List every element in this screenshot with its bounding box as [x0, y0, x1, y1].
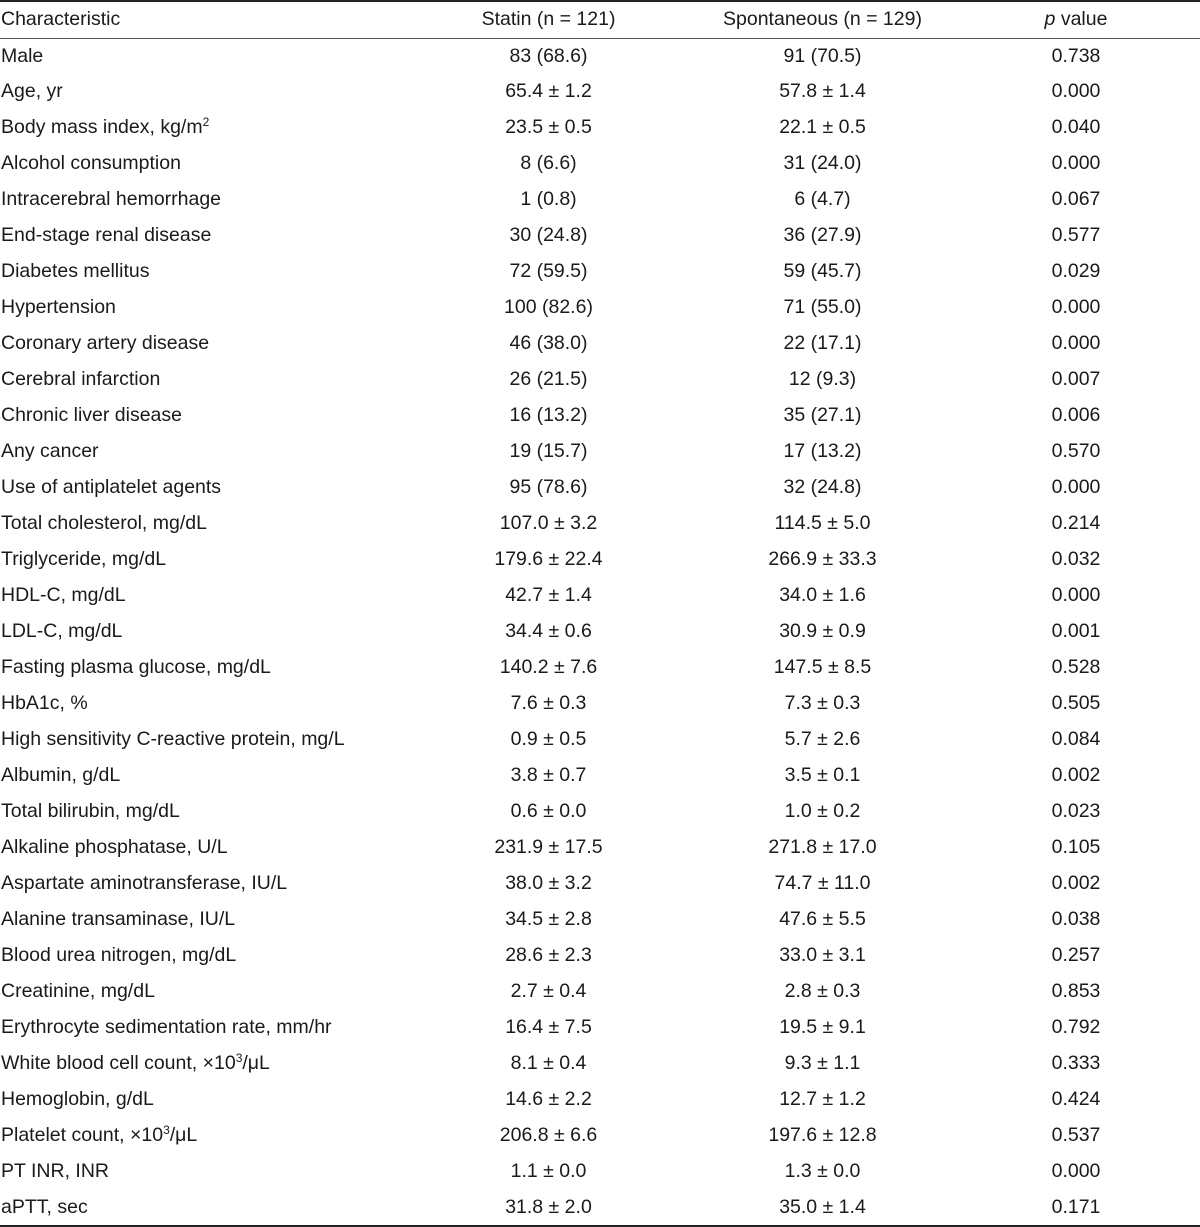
row-characteristic — [0, 794, 418, 830]
spontaneous-value: 114.5 ± 5.0 — [774, 512, 871, 535]
spontaneous-value: 35.0 ± 1.4 — [677, 1190, 952, 1226]
characteristic-label: Albumin, g/dL — [1, 764, 121, 787]
p-value: 0.029 — [1051, 260, 1101, 283]
statin-value: 100 (82.6) — [504, 296, 593, 319]
statin-value: 65.4 ± 1.2 — [505, 80, 592, 103]
table-row — [0, 722, 1200, 758]
statin-value: 8 (6.6) — [520, 152, 577, 175]
header-p-rest: value — [1055, 8, 1108, 30]
characteristic-label: HDL-C, mg/dL — [1, 584, 126, 607]
table-row — [0, 146, 1200, 182]
characteristic-label: Use of antiplatelet agents — [1, 476, 222, 499]
p-value: 0.424 — [1051, 1088, 1101, 1111]
spontaneous-value: 271.8 ± 17.0 — [768, 836, 877, 859]
spontaneous-value: 9.3 ± 1.1 — [784, 1052, 861, 1075]
characteristic-label: Blood urea nitrogen, mg/dL — [1, 944, 237, 967]
table-row — [0, 74, 1200, 110]
spontaneous-value: 36 (27.9) — [783, 224, 862, 247]
statin-value: 83 (68.6) — [509, 44, 588, 67]
table-row — [0, 182, 1200, 218]
row-characteristic — [0, 650, 418, 686]
table-row — [0, 398, 1200, 434]
table-row — [0, 1154, 1200, 1190]
p-value: 0.000 — [1051, 332, 1101, 355]
row-characteristic — [0, 614, 418, 650]
row-characteristic — [0, 758, 418, 794]
statin-value: 28.6 ± 2.3 — [505, 944, 592, 967]
row-characteristic — [0, 290, 418, 326]
spontaneous-value: 19.5 ± 9.1 — [779, 1016, 866, 1039]
characteristic-label: Any cancer — [1, 440, 99, 463]
statin-value: 23.5 ± 0.5 — [505, 116, 592, 139]
spontaneous-value: 147.5 ± 8.5 — [773, 656, 872, 679]
spontaneous-value: 47.6 ± 5.5 — [779, 908, 866, 931]
statin-value: 1 (0.8) — [520, 188, 577, 211]
table-row — [0, 1082, 1200, 1118]
characteristic-superscript: 2 — [202, 115, 210, 130]
row-characteristic — [0, 470, 418, 506]
spontaneous-value: 22.1 ± 0.5 — [779, 116, 866, 139]
table-row — [0, 434, 1200, 470]
spontaneous-value: 22 (17.1) — [783, 332, 862, 355]
row-characteristic — [0, 830, 418, 866]
table-row — [0, 254, 1200, 290]
characteristic-label: PT INR, INR — [1, 1160, 109, 1183]
table-row — [0, 290, 1200, 326]
row-characteristic — [0, 1118, 418, 1154]
p-value: 0.257 — [1051, 944, 1101, 967]
row-characteristic — [0, 254, 418, 290]
statin-value: 231.9 ± 17.5 — [494, 836, 603, 859]
statin-value: 3.8 ± 0.7 — [510, 764, 587, 787]
statin-value: 14.6 ± 2.2 — [505, 1088, 592, 1111]
characteristic-label: Body mass index, kg/m — [1, 116, 203, 139]
spontaneous-value: 74.7 ± 11.0 — [774, 872, 871, 895]
characteristic-unit-suffix: /μL — [169, 1124, 198, 1147]
statin-value: 19 (15.7) — [509, 440, 588, 463]
statin-value: 31.8 ± 2.0 — [418, 1190, 677, 1226]
characteristic-label: Fasting plasma glucose, mg/dL — [1, 656, 271, 679]
row-characteristic — [0, 398, 418, 434]
table-row — [0, 1010, 1200, 1046]
table-row — [0, 614, 1200, 650]
row-characteristic — [0, 182, 418, 218]
header-row — [0, 1, 1200, 38]
characteristic-label: Male — [1, 44, 44, 67]
p-value: 0.528 — [1051, 656, 1101, 679]
p-value: 0.000 — [1051, 152, 1101, 175]
table-row — [0, 470, 1200, 506]
p-value: 0.067 — [1051, 188, 1101, 211]
characteristic-label: aPTT, sec — [1, 1195, 88, 1218]
characteristic-label: Total cholesterol, mg/dL — [1, 512, 207, 535]
statin-value: 107.0 ± 3.2 — [499, 512, 598, 535]
statin-value: 16 (13.2) — [509, 404, 588, 427]
spontaneous-value: 35 (27.1) — [783, 404, 862, 427]
characteristic-label: Platelet count, ×10 — [1, 1124, 164, 1147]
characteristic-label: Intracerebral hemorrhage — [1, 188, 222, 211]
characteristic-unit-suffix: /μL — [242, 1052, 270, 1075]
statin-value: 206.8 ± 6.6 — [499, 1124, 598, 1147]
p-value: 0.002 — [1051, 764, 1101, 787]
table-row — [0, 938, 1200, 974]
row-characteristic — [0, 938, 418, 974]
p-value: 0.000 — [1051, 1160, 1101, 1183]
p-value: 0.792 — [1051, 1016, 1101, 1039]
spontaneous-value: 266.9 ± 33.3 — [768, 548, 877, 571]
row-characteristic — [0, 146, 418, 182]
table-row — [0, 1046, 1200, 1082]
p-value: 0.038 — [1051, 908, 1101, 931]
statin-value: 7.6 ± 0.3 — [510, 692, 587, 715]
header-p-value — [952, 1, 1200, 38]
characteristic-label: Chronic liver disease — [1, 404, 182, 427]
statin-value: 140.2 ± 7.6 — [499, 656, 598, 679]
table-row — [0, 578, 1200, 614]
spontaneous-value: 2.8 ± 0.3 — [784, 980, 861, 1003]
table-row — [0, 974, 1200, 1010]
table-row — [0, 758, 1200, 794]
spontaneous-value: 12.7 ± 1.2 — [779, 1088, 866, 1111]
characteristic-superscript: 3 — [163, 1123, 170, 1138]
p-value: 0.333 — [1051, 1052, 1101, 1075]
row-characteristic — [0, 38, 418, 74]
row-characteristic — [0, 1010, 418, 1046]
characteristic-label: Diabetes mellitus — [1, 260, 150, 283]
spontaneous-value: 17 (13.2) — [783, 440, 862, 463]
statin-value: 95 (78.6) — [509, 476, 588, 499]
spontaneous-value: 3.5 ± 0.1 — [784, 764, 861, 787]
table-row — [0, 1118, 1200, 1154]
spontaneous-value: 33.0 ± 3.1 — [779, 944, 866, 967]
spontaneous-value: 57.8 ± 1.4 — [779, 80, 866, 103]
spontaneous-value: 59 (45.7) — [783, 260, 862, 283]
characteristic-label: Cerebral infarction — [1, 368, 161, 391]
statin-value: 46 (38.0) — [509, 332, 588, 355]
table-body — [0, 38, 1200, 1226]
p-value: 0.007 — [1051, 368, 1101, 391]
statin-value: 16.4 ± 7.5 — [505, 1016, 592, 1039]
statin-value: 0.6 ± 0.0 — [510, 800, 587, 823]
p-value: 0.006 — [1051, 404, 1101, 427]
characteristic-label: Alcohol consumption — [1, 152, 181, 175]
spontaneous-value: 32 (24.8) — [783, 476, 862, 499]
table-row — [0, 38, 1200, 74]
table-row — [0, 794, 1200, 830]
row-characteristic — [0, 974, 418, 1010]
table-row — [0, 326, 1200, 362]
p-value: 0.000 — [1051, 296, 1101, 319]
p-value: 0.214 — [1051, 512, 1101, 535]
spontaneous-value: 31 (24.0) — [783, 152, 862, 175]
p-value: 0.023 — [1051, 800, 1101, 823]
table-row — [0, 218, 1200, 254]
row-characteristic — [0, 686, 418, 722]
statin-value: 179.6 ± 22.4 — [494, 548, 603, 571]
table-row — [0, 110, 1200, 146]
row-characteristic — [0, 362, 418, 398]
p-value: 0.738 — [1051, 44, 1101, 67]
characteristic-label: Aspartate aminotransferase, IU/L — [1, 872, 288, 895]
statin-value: 30 (24.8) — [509, 224, 588, 247]
spontaneous-value: 30.9 ± 0.9 — [779, 620, 866, 643]
table-row — [0, 542, 1200, 578]
header-spontaneous: Spontaneous (n = 129) — [677, 1, 952, 38]
statin-value: 72 (59.5) — [509, 260, 588, 283]
header-p-italic: p — [1044, 8, 1056, 30]
p-value: 0.032 — [1051, 548, 1101, 571]
p-value: 0.105 — [1051, 836, 1101, 859]
row-characteristic — [0, 902, 418, 938]
characteristic-label: High sensitivity C-reactive protein, mg/L — [1, 728, 345, 751]
characteristic-label: HbA1c, % — [1, 692, 88, 715]
row-characteristic — [0, 1046, 418, 1082]
p-value: 0.505 — [1051, 692, 1101, 715]
p-value: 0.171 — [952, 1190, 1200, 1226]
row-characteristic — [0, 1082, 418, 1118]
statin-value: 42.7 ± 1.4 — [505, 584, 592, 607]
statin-value: 38.0 ± 3.2 — [505, 872, 592, 895]
table-row — [0, 830, 1200, 866]
p-value: 0.084 — [1051, 728, 1101, 751]
table-row — [0, 362, 1200, 398]
statin-value: 34.4 ± 0.6 — [505, 620, 592, 643]
p-value: 0.577 — [1051, 224, 1101, 247]
statin-value: 2.7 ± 0.4 — [510, 980, 587, 1003]
row-characteristic — [0, 542, 418, 578]
p-value: 0.040 — [1051, 116, 1101, 139]
spontaneous-value: 197.6 ± 12.8 — [768, 1124, 877, 1147]
p-value: 0.001 — [1051, 620, 1101, 643]
row-characteristic — [0, 1190, 418, 1226]
p-value: 0.000 — [1051, 476, 1101, 499]
spontaneous-value: 12 (9.3) — [788, 368, 857, 391]
table-row — [0, 866, 1200, 902]
spontaneous-value: 5.7 ± 2.6 — [784, 728, 861, 751]
spontaneous-value: 6 (4.7) — [794, 188, 851, 211]
characteristic-label: LDL-C, mg/dL — [1, 620, 123, 643]
table-row — [0, 650, 1200, 686]
characteristic-label: Alanine transaminase, IU/L — [1, 908, 236, 931]
row-characteristic — [0, 722, 418, 758]
characteristic-label: Hypertension — [1, 296, 116, 319]
p-value: 0.853 — [1051, 980, 1101, 1003]
characteristic-label: Triglyceride, mg/dL — [1, 548, 167, 571]
row-characteristic — [0, 1154, 418, 1190]
header-characteristic: Characteristic — [0, 1, 418, 38]
spontaneous-value: 91 (70.5) — [783, 44, 862, 67]
statin-value: 26 (21.5) — [509, 368, 588, 391]
table-row — [0, 506, 1200, 542]
spontaneous-value: 7.3 ± 0.3 — [784, 692, 861, 715]
statin-value: 8.1 ± 0.4 — [510, 1052, 587, 1075]
row-characteristic — [0, 578, 418, 614]
characteristic-label: Creatinine, mg/dL — [1, 980, 155, 1003]
row-characteristic — [0, 866, 418, 902]
row-characteristic — [0, 218, 418, 254]
statin-value: 34.5 ± 2.8 — [505, 908, 592, 931]
p-value: 0.570 — [1051, 440, 1101, 463]
characteristic-label: White blood cell count, ×10 — [1, 1052, 236, 1075]
characteristic-label: Coronary artery disease — [1, 332, 210, 355]
characteristic-label: Age, yr — [1, 80, 63, 103]
row-characteristic — [0, 326, 418, 362]
p-value: 0.002 — [1051, 872, 1101, 895]
table-row — [0, 686, 1200, 722]
table-header — [0, 1, 1200, 38]
spontaneous-value: 1.0 ± 0.2 — [784, 800, 861, 823]
characteristic-label: End-stage renal disease — [1, 224, 212, 247]
spontaneous-value: 34.0 ± 1.6 — [779, 584, 866, 607]
spontaneous-value: 71 (55.0) — [783, 296, 862, 319]
table-row — [0, 1190, 1200, 1226]
table-row — [0, 902, 1200, 938]
characteristic-label: Total bilirubin, mg/dL — [1, 800, 180, 823]
characteristic-label: Hemoglobin, g/dL — [1, 1088, 154, 1111]
spontaneous-value: 1.3 ± 0.0 — [784, 1160, 861, 1183]
statin-value: 0.9 ± 0.5 — [510, 728, 587, 751]
p-value: 0.537 — [1051, 1124, 1101, 1147]
header-statin: Statin (n = 121) — [418, 1, 677, 38]
p-value: 0.000 — [1051, 584, 1101, 607]
row-characteristic — [0, 110, 418, 146]
characteristic-superscript: 3 — [235, 1051, 243, 1066]
characteristic-label: Erythrocyte sedimentation rate, mm/hr — [1, 1016, 332, 1039]
row-characteristic — [0, 74, 418, 110]
characteristic-label: Alkaline phosphatase, U/L — [1, 836, 228, 859]
row-characteristic — [0, 506, 418, 542]
p-value: 0.000 — [1051, 80, 1101, 103]
row-characteristic — [0, 434, 418, 470]
statin-value: 1.1 ± 0.0 — [510, 1160, 587, 1183]
